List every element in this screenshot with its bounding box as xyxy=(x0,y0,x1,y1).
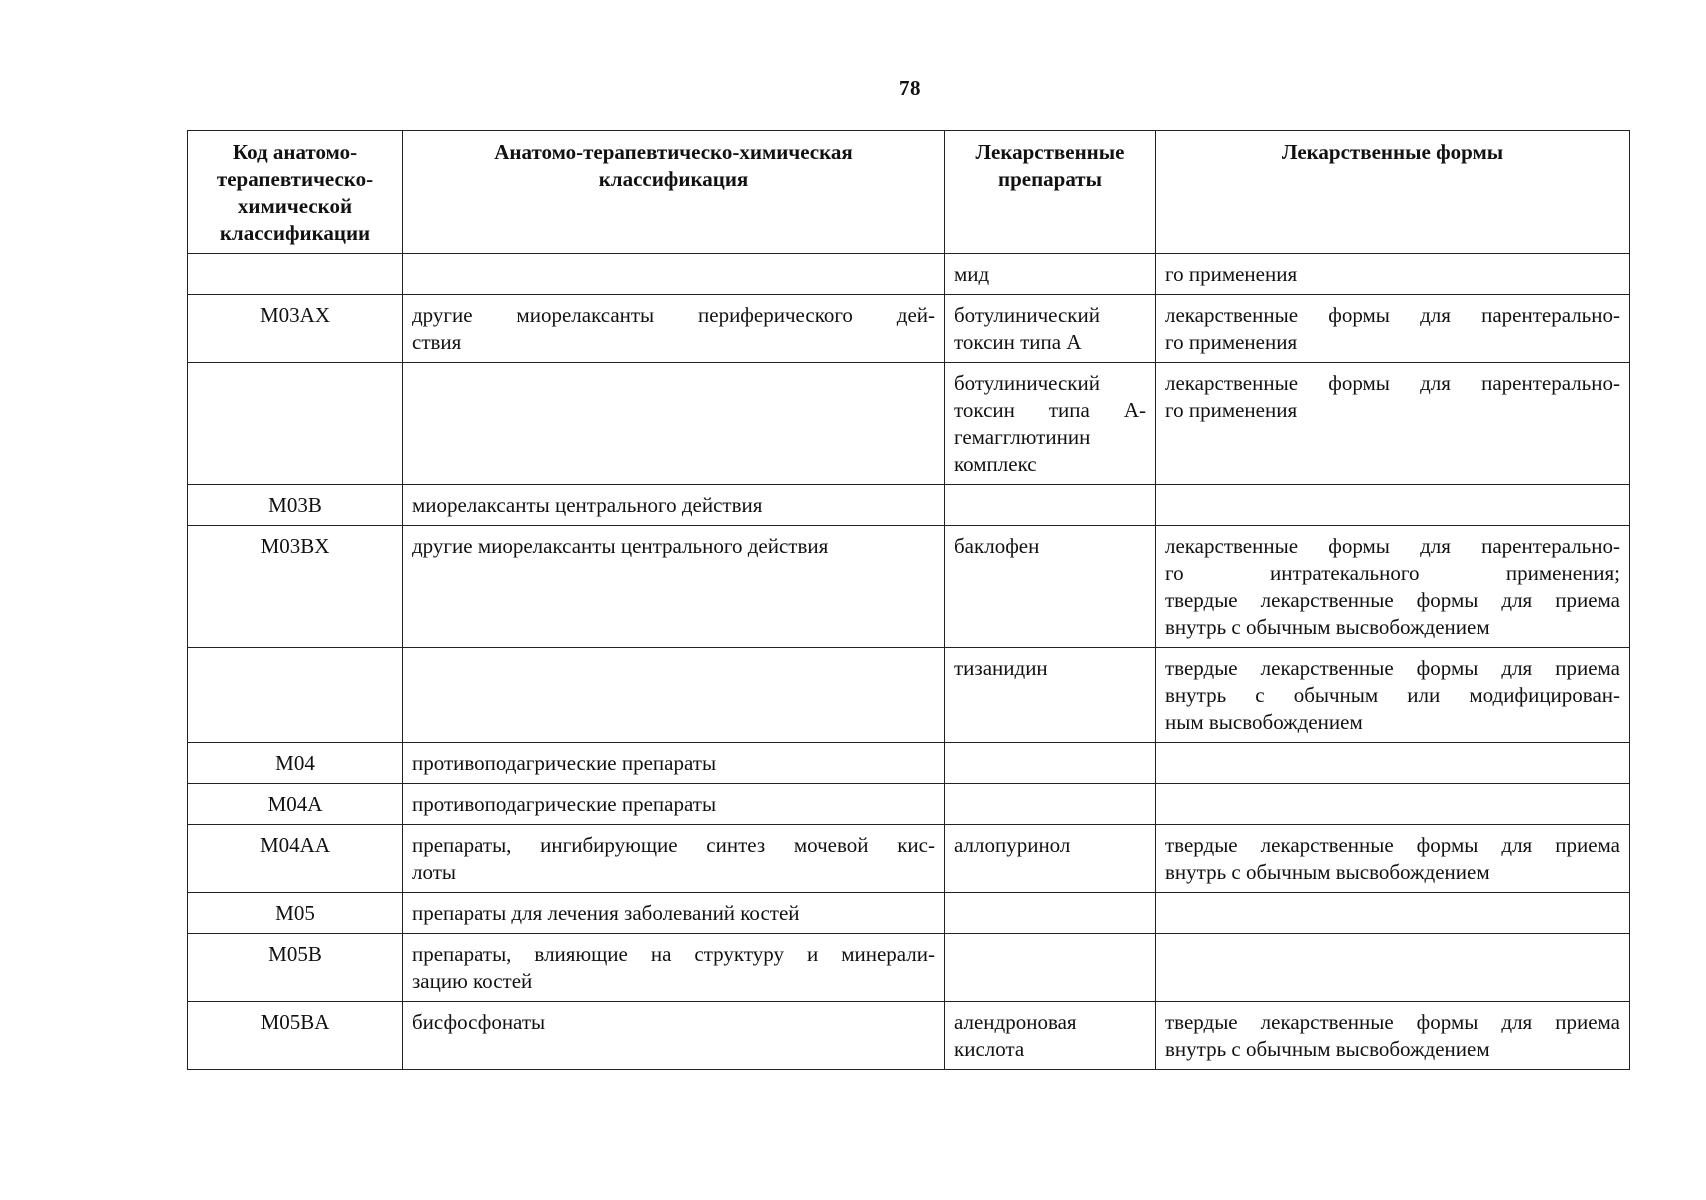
cell-text-line: ным высвобождением xyxy=(1165,710,1363,734)
atc-code-cell: M03B xyxy=(188,485,403,526)
table-row xyxy=(188,934,1630,1002)
table-row xyxy=(188,485,1630,526)
cell-text-line: внутрь с обычным высвобождением xyxy=(1165,1037,1490,1061)
drug-name-cell xyxy=(945,526,1156,648)
cell-text-line: ботулинический xyxy=(954,303,1100,327)
dosage-form-cell xyxy=(1156,934,1630,1002)
atc-classification-cell xyxy=(403,485,945,526)
table-row xyxy=(188,893,1630,934)
cell-text-line: алендроновая xyxy=(954,1010,1077,1034)
drug-name-cell xyxy=(945,295,1156,363)
cell-text-line: ствия xyxy=(412,330,462,354)
drug-name-cell xyxy=(945,648,1156,743)
cell-text-line: комплекс xyxy=(954,452,1037,476)
cell-text-line: классификация xyxy=(598,167,749,191)
table-row xyxy=(188,1002,1630,1070)
cell-text-line: зацию костей xyxy=(412,969,533,993)
atc-code-cell: M05BA xyxy=(188,1002,403,1070)
cell-text-line: токсин типа A xyxy=(954,330,1082,354)
cell-text-line: го интратекального применения; xyxy=(1165,561,1620,585)
drug-name-cell xyxy=(945,363,1156,485)
cell-text-line: твердые лекарственные формы для приема xyxy=(1165,833,1620,857)
table-row xyxy=(188,295,1630,363)
cell-text-line: миорелаксанты центрального действия xyxy=(412,493,763,517)
cell-text-line: химической xyxy=(237,194,353,218)
atc-classification-cell xyxy=(403,254,945,295)
cell-text-line: лекарственные формы для парентерально- xyxy=(1165,371,1620,395)
cell-text-line: ботулинический xyxy=(954,371,1100,395)
atc-classification-cell xyxy=(403,743,945,784)
drug-name-cell xyxy=(945,784,1156,825)
drug-name-cell xyxy=(945,254,1156,295)
table-row xyxy=(188,825,1630,893)
table-row xyxy=(188,526,1630,648)
cell-text-line: внутрь с обычным высвобождением xyxy=(1165,860,1490,884)
dosage-form-cell xyxy=(1156,295,1630,363)
atc-code-cell: M03BX xyxy=(188,526,403,648)
table-row xyxy=(188,743,1630,784)
cell-text-line: терапевтическо- xyxy=(216,167,374,191)
page-number: 78 xyxy=(899,76,921,100)
cell-text-line: твердые лекарственные формы для приема xyxy=(1165,656,1620,680)
cell-text-line: Код анатомо- xyxy=(232,140,358,164)
atc-classification-cell xyxy=(403,784,945,825)
cell-text-line: внутрь с обычным высвобождением xyxy=(1165,615,1490,639)
atc-code-cell: M03AX xyxy=(188,295,403,363)
cell-text-line: твердые лекарственные формы для приема xyxy=(1165,1010,1620,1034)
header-drugs xyxy=(945,131,1156,254)
cell-text-line: препараты, ингибирующие синтез мочевой кис- xyxy=(412,833,935,857)
dosage-form-cell xyxy=(1156,743,1630,784)
dosage-form-cell xyxy=(1156,893,1630,934)
cell-text-line: го применения xyxy=(1165,398,1298,422)
cell-text-line: тизанидин xyxy=(954,656,1048,680)
atc-drug-table xyxy=(187,130,1630,1070)
dosage-form-cell xyxy=(1156,254,1630,295)
atc-classification-cell xyxy=(403,825,945,893)
header-forms: Лекарственные формы xyxy=(1156,131,1630,254)
table-row xyxy=(188,784,1630,825)
cell-text-line: другие миорелаксанты центрального действия xyxy=(412,534,829,558)
drug-name-cell xyxy=(945,1002,1156,1070)
cell-text-line: го применения xyxy=(1165,330,1298,354)
drug-name-cell xyxy=(945,485,1156,526)
drug-name-cell xyxy=(945,743,1156,784)
cell-text-line: гемагглютинин xyxy=(954,425,1091,449)
cell-text-line: препараты для лечения заболеваний костей xyxy=(412,901,800,925)
cell-text-line: Анатомо-терапевтическо-химическая xyxy=(494,140,853,164)
cell-text-line: лоты xyxy=(412,860,456,884)
cell-text-line: лекарственные формы для парентерально- xyxy=(1165,303,1620,327)
cell-text-line: токсин типа A- xyxy=(954,398,1146,422)
table-body xyxy=(188,254,1630,1070)
atc-code-cell: M04AA xyxy=(188,825,403,893)
atc-classification-cell xyxy=(403,893,945,934)
drug-name-cell xyxy=(945,825,1156,893)
cell-text-line: бисфосфонаты xyxy=(412,1010,546,1034)
cell-text-line: го применения xyxy=(1165,262,1298,286)
drug-name-cell xyxy=(945,893,1156,934)
cell-text-line: кислота xyxy=(954,1037,1025,1061)
atc-code-cell: M04 xyxy=(188,743,403,784)
atc-classification-cell xyxy=(403,1002,945,1070)
cell-text-line: другие миорелаксанты периферического дей- xyxy=(412,303,935,327)
atc-classification-cell xyxy=(403,934,945,1002)
atc-code-cell: M05 xyxy=(188,893,403,934)
cell-text-line: внутрь с обычным или модифицирован- xyxy=(1165,683,1620,707)
table-row xyxy=(188,363,1630,485)
atc-classification-cell xyxy=(403,526,945,648)
cell-text-line: аллопуринол xyxy=(954,833,1071,857)
cell-text-line: классификации xyxy=(219,221,371,245)
atc-code-cell xyxy=(188,254,403,295)
cell-text-line: противоподагрические препараты xyxy=(412,751,717,775)
header-row xyxy=(188,131,1630,254)
cell-text-line: Лекарственные xyxy=(975,140,1125,164)
dosage-form-cell xyxy=(1156,825,1630,893)
cell-text-line: баклофен xyxy=(954,534,1040,558)
atc-classification-cell xyxy=(403,648,945,743)
dosage-form-cell xyxy=(1156,485,1630,526)
dosage-form-cell xyxy=(1156,363,1630,485)
header-classification xyxy=(403,131,945,254)
table-header xyxy=(188,131,1630,254)
atc-code-cell xyxy=(188,363,403,485)
atc-code-cell: M04A xyxy=(188,784,403,825)
cell-text-line: противоподагрические препараты xyxy=(412,792,717,816)
atc-code-cell: M05B xyxy=(188,934,403,1002)
cell-text-line: препараты, влияющие на структуру и минерали- xyxy=(412,942,935,966)
atc-code-cell xyxy=(188,648,403,743)
cell-text-line: препараты xyxy=(997,167,1103,191)
dosage-form-cell xyxy=(1156,1002,1630,1070)
dosage-form-cell xyxy=(1156,784,1630,825)
atc-classification-cell xyxy=(403,295,945,363)
dosage-form-cell xyxy=(1156,526,1630,648)
cell-text-line: твердые лекарственные формы для приема xyxy=(1165,588,1620,612)
cell-text-line: мид xyxy=(954,262,990,286)
table-row xyxy=(188,648,1630,743)
header-code xyxy=(188,131,403,254)
drug-name-cell xyxy=(945,934,1156,1002)
dosage-form-cell xyxy=(1156,648,1630,743)
table-row xyxy=(188,254,1630,295)
atc-classification-cell xyxy=(403,363,945,485)
cell-text-line: лекарственные формы для парентерально- xyxy=(1165,534,1620,558)
